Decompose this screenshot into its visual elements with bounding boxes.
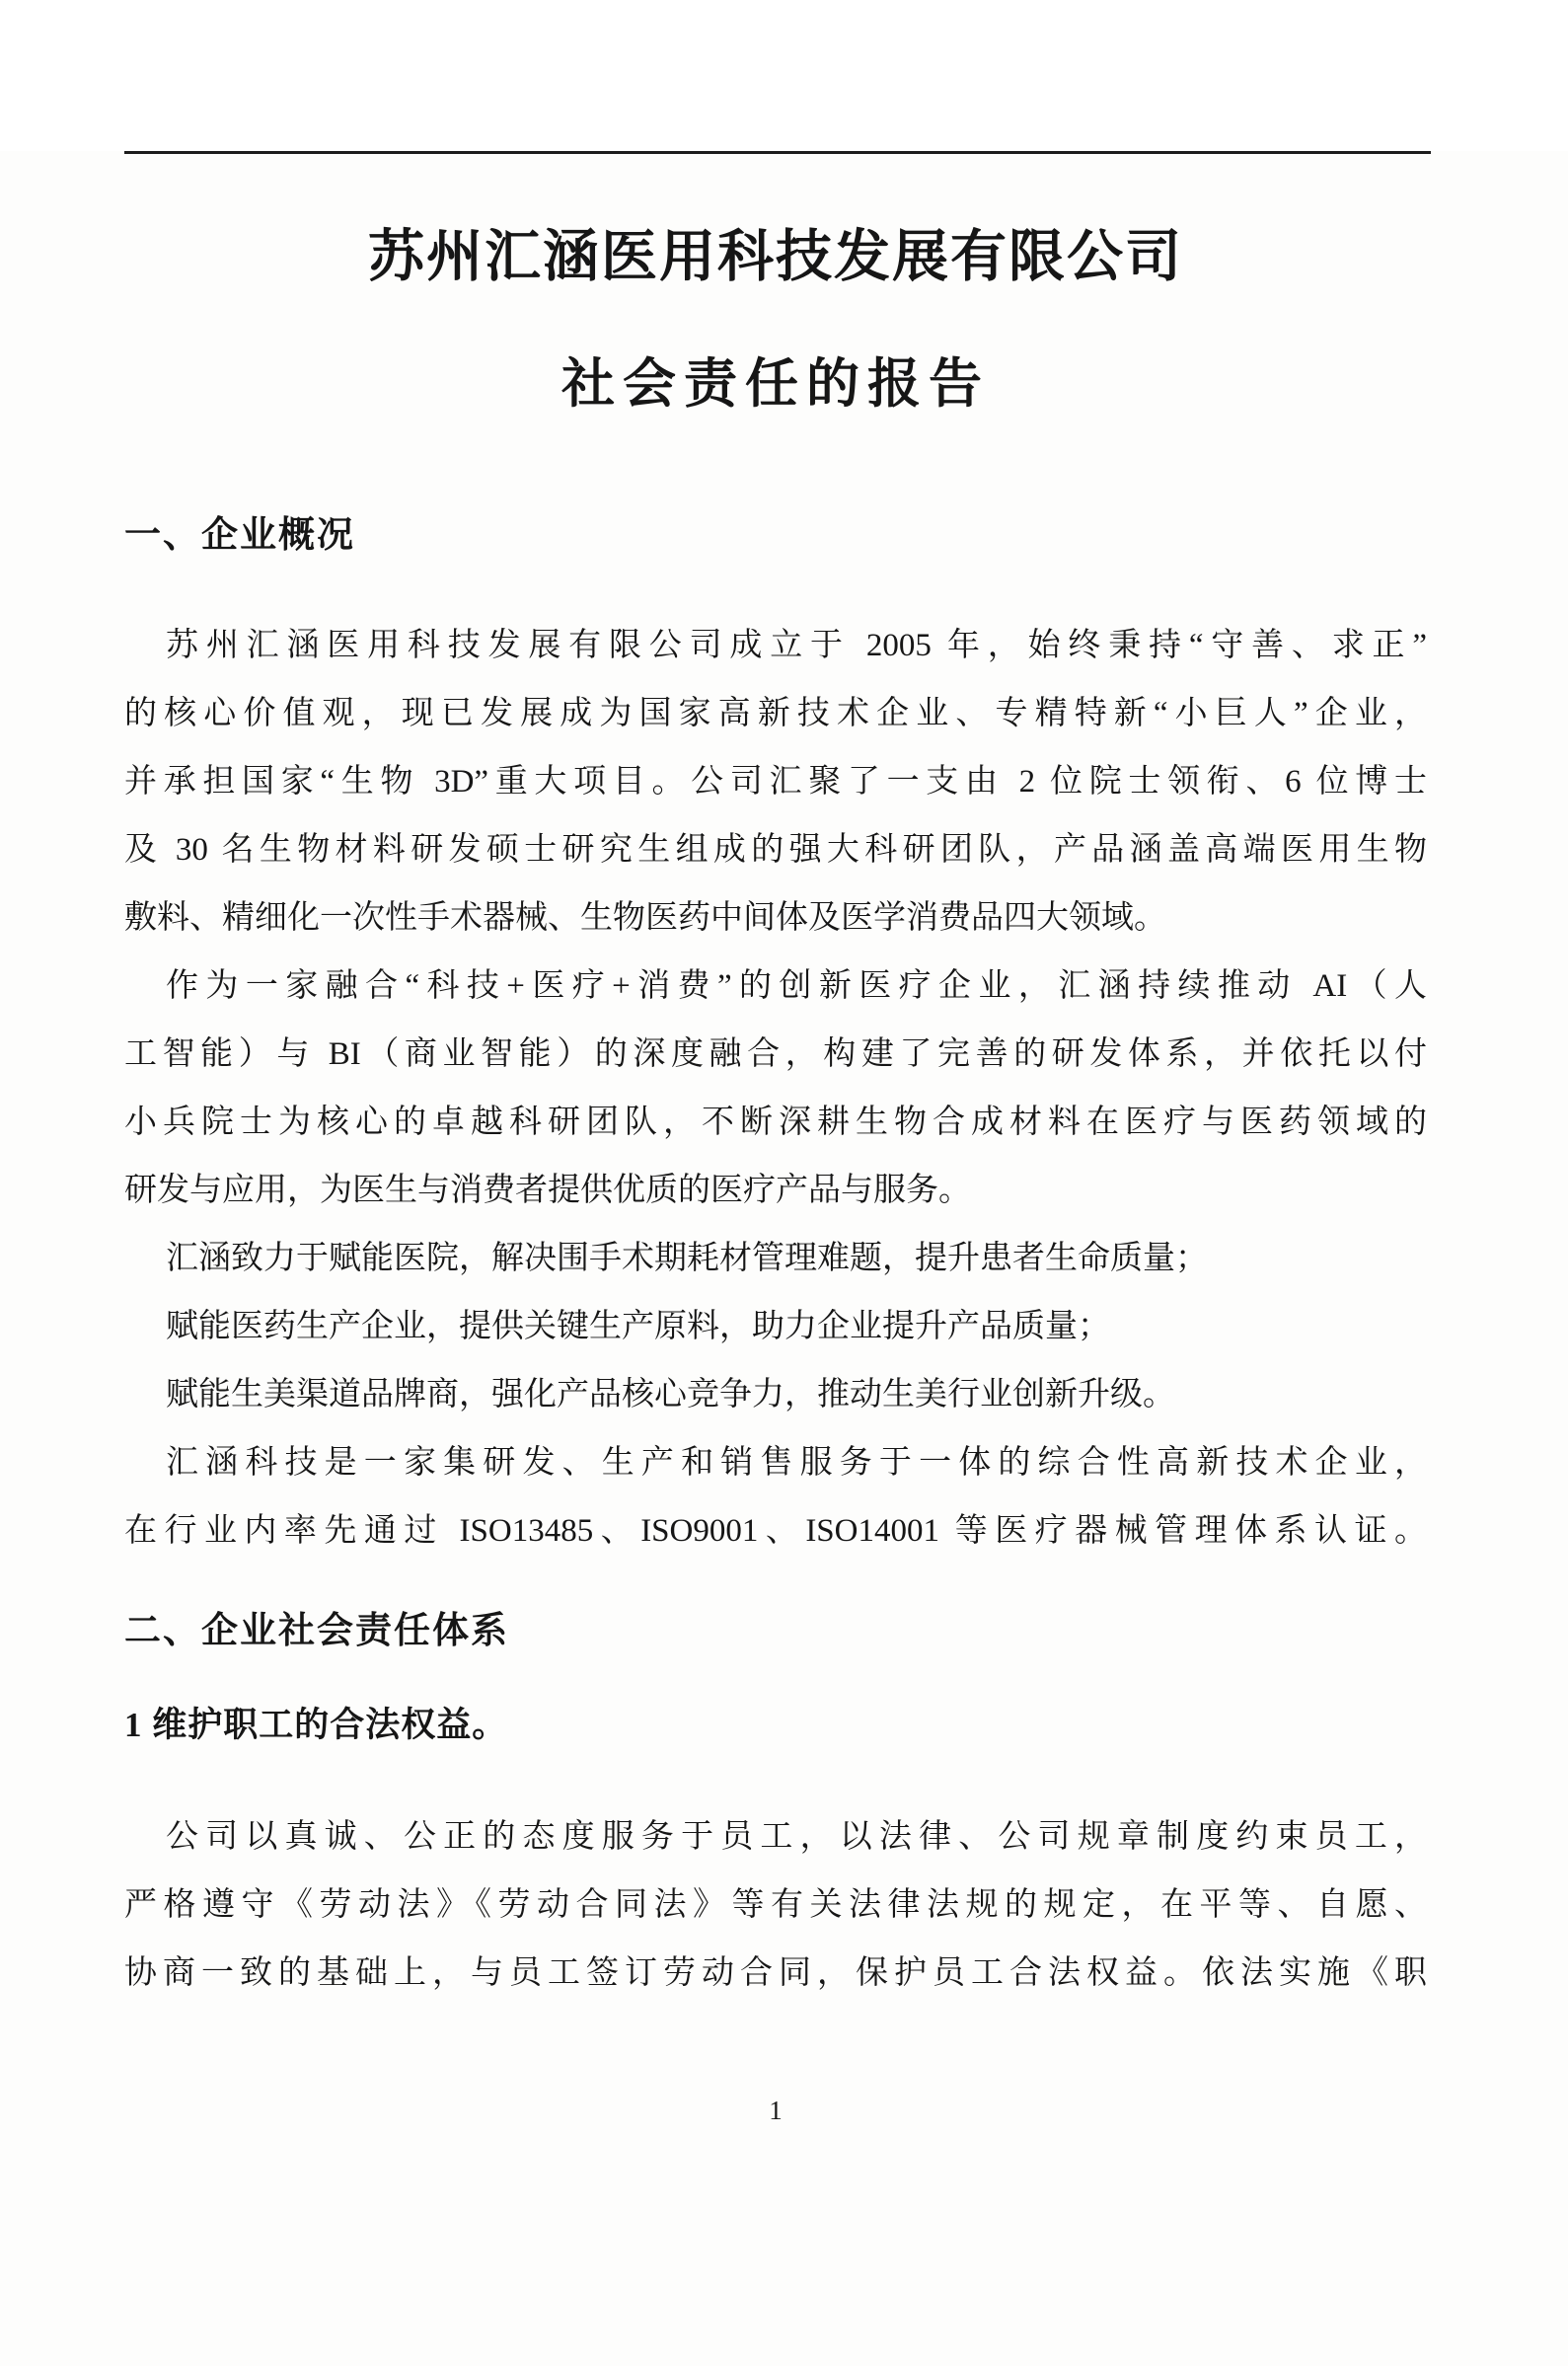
document-title: 苏州汇涵医用科技发展有限公司	[368, 226, 1183, 288]
section-heading: 二、企业社会责任体系	[124, 1611, 509, 1651]
paragraph-line: 汇涵科技是一家集研发、生产和销售服务于一体的综合性高新技术企业，	[166, 1445, 1427, 1481]
paragraph-line: 的核心价值观，现已发展成为国家高新技术企业、专精特新“小巨人”企业，	[124, 696, 1427, 731]
paragraph-line: 作为一家融合“科技+医疗+消费”的创新医疗企业，汇涵持续推动 AI（人	[166, 968, 1427, 1004]
paragraph-line: 严格遵守《劳动法》《劳动合同法》等有关法律法规的规定，在平等、自愿、	[124, 1887, 1427, 1923]
document-subtitle: 社会责任的报告	[561, 354, 990, 414]
paragraph-line: 在行业内率先通过 ISO13485、ISO9001、ISO14001 等医疗器械管理体系认证。	[124, 1513, 1427, 1549]
document-page	[0, 151, 1568, 2366]
paragraph-line: 并承担国家“生物 3D”重大项目。公司汇聚了一支由 2 位院士领衔、6 位博士	[124, 764, 1427, 800]
subsection-heading: 1 维护职工的合法权益。	[124, 1706, 508, 1744]
paragraph-line: 小兵院士为核心的卓越科研团队，不断深耕生物合成材料在医疗与医药领域的	[124, 1105, 1427, 1140]
paragraph-line: 汇涵致力于赋能医院，解决围手术期耗材管理难题，提升患者生命质量；	[166, 1241, 1208, 1276]
document-content	[124, 217, 1427, 2008]
header-rule-divider	[124, 151, 1431, 154]
section-heading: 一、企业概况	[124, 515, 355, 556]
paragraph-line: 苏州汇涵医用科技发展有限公司成立于 2005 年，始终秉持“守善、求正”	[166, 628, 1427, 663]
document-body	[124, 511, 1427, 2008]
paragraph-line: 公司以真诚、公正的态度服务于员工，以法律、公司规章制度约束员工，	[166, 1819, 1427, 1855]
paragraph-line: 工智能）与 BI（商业智能）的深度融合，构建了完善的研发体系，并依托以付	[124, 1036, 1427, 1072]
paragraph-line: 协商一致的基础上，与员工签订劳动合同，保护员工合法权益。依法实施《职	[124, 1955, 1427, 1991]
paragraph-line: 及 30 名生物材料研发硕士研究生组成的强大科研团队，产品涵盖高端医用生物	[124, 832, 1427, 868]
scanned-document-page	[0, 151, 1568, 2366]
paragraph-line: 赋能医药生产企业，提供关键生产原料，助力企业提升产品质量；	[166, 1309, 1110, 1344]
paragraph-line: 敷料、精细化一次性手术器械、生物医药中间体及医学消费品四大领域。	[124, 900, 1166, 936]
page-number: 1	[769, 2096, 783, 2125]
paragraph-line: 赋能生美渠道品牌商，强化产品核心竞争力，推动生美行业创新升级。	[166, 1377, 1175, 1412]
paragraph-line: 研发与应用，为医生与消费者提供优质的医疗产品与服务。	[124, 1173, 971, 1208]
